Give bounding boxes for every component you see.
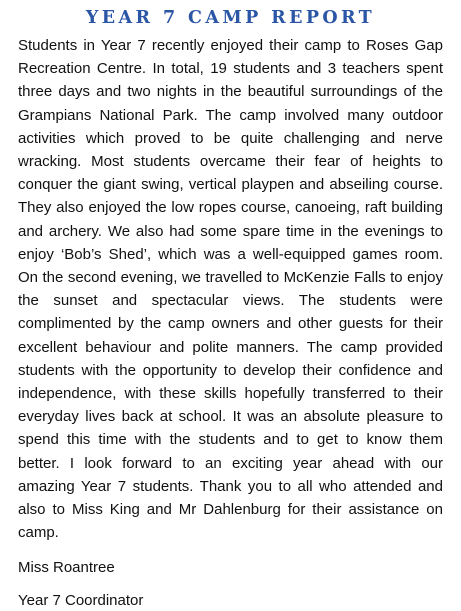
author-name: Miss Roantree [18, 559, 115, 577]
author-role: Year 7 Coordinator [18, 592, 144, 610]
report-body: Students in Year 7 recently enjoyed their camp to Roses Gap Recreation Centre. In total, 19 students and 3 teachers spent three days and two nights in the beautiful surroundings of the Grampians National Park. The camp involved many outdoor activities which proved to be quite challenging and nerve wracking. Most students overcame their fear of heights to conquer the giant swing, vertical playpen and abseiling course. They also enjoyed the low ropes course, canoeing, raft building and archery. We also had some spare time in the evenings to enjoy ‘Bob’s Shed’, which was a well-equipped games room. On the second evening, we travelled to McKenzie Falls to enjoy the sunset and spectacular views. The students were complimented by the camp owners and other guests for their excellent behaviour and polite manners. The camp provided students with the opportunity to develop their confidence and independence, with these skills hopefully transferred to their everyday lives back at school. It was an absolute pleasure to spend this time with the students and to get to know them better. I look forward to an exciting year ahead with our amazing Year 7 students. Thank you to all who attended and also to Miss King and Mr Dahlenburg for their assistance on camp. [18, 37, 443, 542]
report-title: YEAR 7 CAMP REPORT [85, 8, 376, 28]
